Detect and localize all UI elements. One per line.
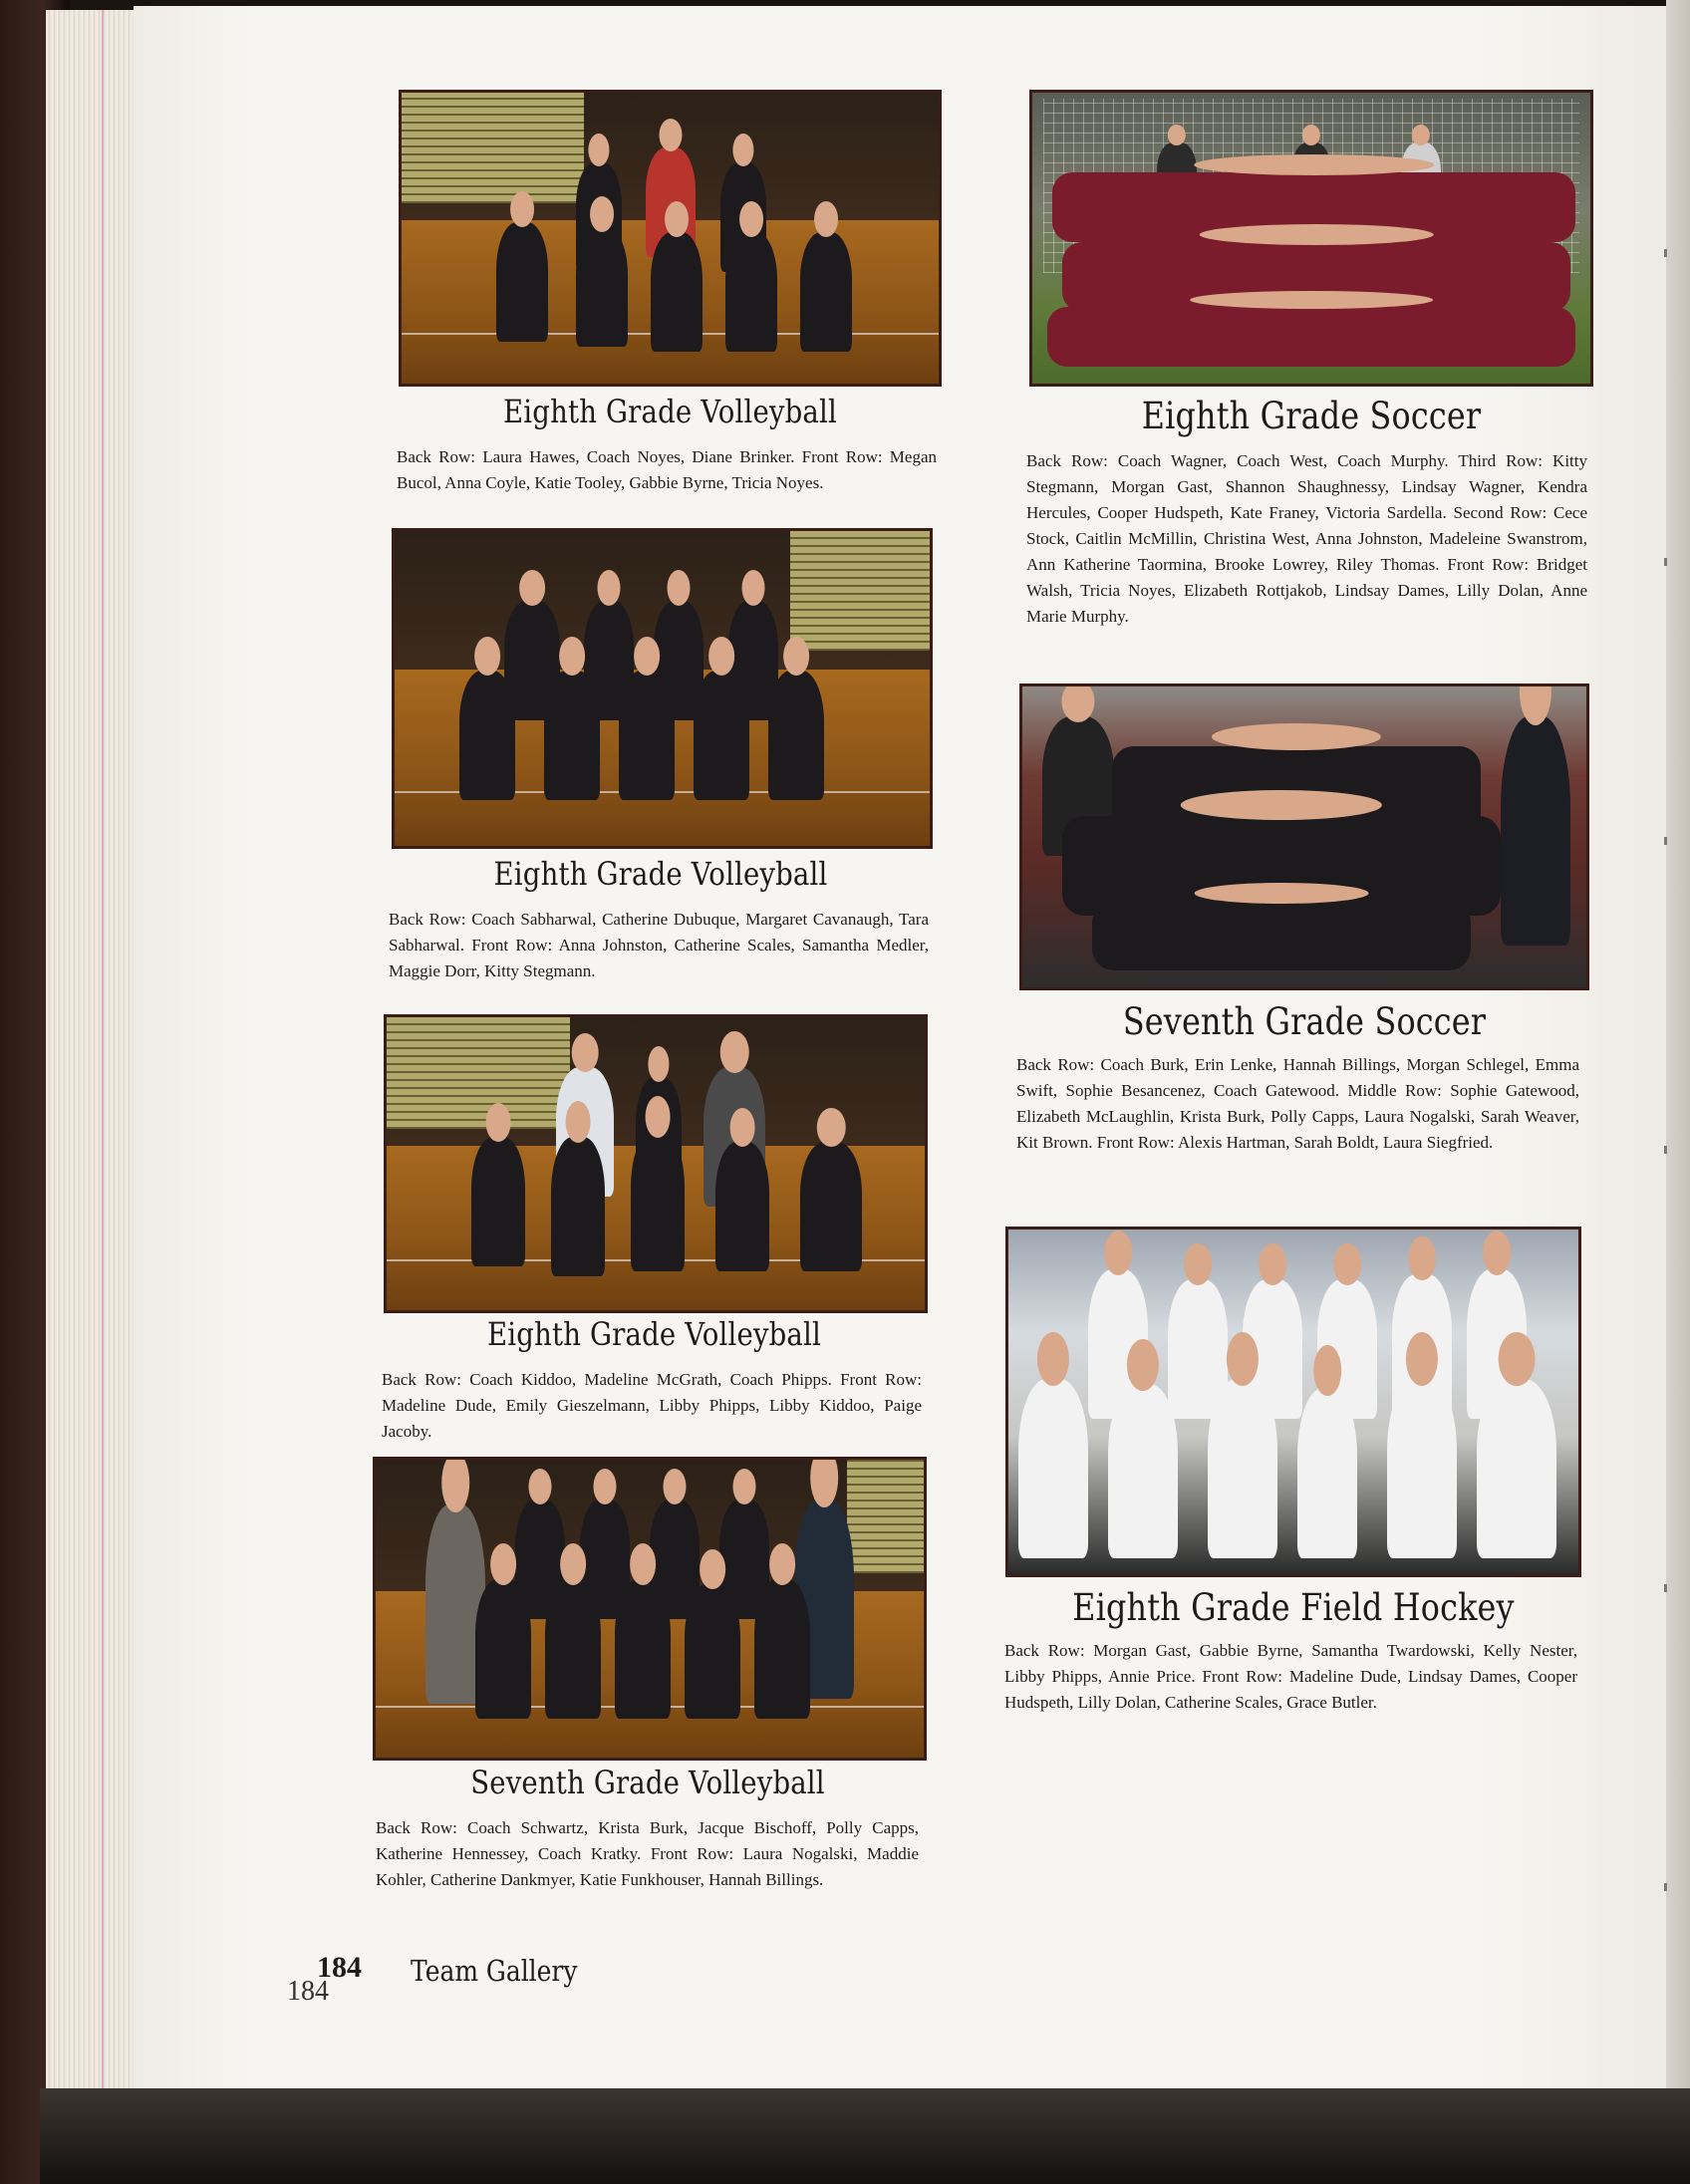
team-title-8th-soccer: Eighth Grade Soccer	[1141, 395, 1482, 437]
section-label: Team Gallery	[411, 1954, 578, 1988]
team-title-8th-volleyball-3: Eighth Grade Volleyball	[487, 1315, 821, 1353]
team-title-7th-soccer: Seventh Grade Soccer	[1122, 1000, 1487, 1043]
team-title-8th-field-hockey: Eighth Grade Field Hockey	[1072, 1586, 1515, 1629]
team-photo-7th-soccer	[1019, 683, 1589, 990]
team-photo-8th-soccer	[1029, 90, 1593, 387]
team-roster-8th-volleyball-1: Back Row: Laura Hawes, Coach Noyes, Diane Brinker. Front Row: Megan Bucol, Anna Coyle, Katie Tooley, Gabbie Byrne, Tricia Noyes.	[397, 447, 937, 492]
team-roster-8th-volleyball-3: Back Row: Coach Kiddoo, Madeline McGrath, Coach Phipps. Front Row: Madeline Dude, Emily Gieszelmann, Libby Phipps, Libby Kiddoo, Paige Jacoby.	[382, 1370, 922, 1441]
page-number: 184	[317, 1951, 362, 1984]
page-stack	[46, 10, 138, 2117]
team-photo-8th-volleyball-2	[392, 528, 933, 849]
team-photo-8th-field-hockey	[1005, 1227, 1581, 1577]
team-roster-8th-soccer: Back Row: Coach Wagner, Coach West, Coach Murphy. Third Row: Kitty Stegmann, Morgan Gast, Shannon Shaughnessy, Lindsay Wagner, Kendra Hercules, Cooper Hudspeth, Kate Franey, Victoria Sardella. Second Row: Cece Stock, Caitlin McMillin, Christina West, Anna Johnston, Madeleine Swanstrom, Ann Katherine Taormina, Brooke Lowrey, Riley Thomas. Front Row: Bridget Walsh, Tricia Noyes, Elizabeth Rottjakob, Lindsay Dames, Lilly Dolan, Anne Marie Murphy.	[1026, 451, 1587, 626]
facing-page-edge	[1666, 0, 1690, 2152]
team-photo-8th-volleyball-3	[384, 1014, 928, 1313]
team-roster-7th-soccer: Back Row: Coach Burk, Erin Lenke, Hannah Billings, Morgan Schlegel, Emma Swift, Sophie Besancenez, Coach Gatewood. Middle Row: Sophie Gatewood, Elizabeth McLaughlin, Krista Burk, Polly Capps, Laura Nogalski, Sarah Weaver, Kit Brown. Front Row: Alexis Hartman, Sarah Boldt, Laura Siegfried.	[1016, 1055, 1579, 1152]
page-number-plain: 184	[287, 1976, 329, 2007]
team-roster-8th-field-hockey: Back Row: Morgan Gast, Gabbie Byrne, Samantha Twardowski, Kelly Nester, Libby Phipps, Annie Price. Front Row: Madeline Dude, Lindsay Dames, Cooper Hudspeth, Lilly Dolan, Catherine Scales, Grace Butler.	[1004, 1641, 1577, 1712]
team-title-8th-volleyball-2: Eighth Grade Volleyball	[493, 855, 828, 893]
team-photo-7th-volleyball	[373, 1457, 927, 1761]
team-photo-8th-volleyball-1	[399, 90, 942, 387]
page-bottom-shadow	[40, 2088, 1690, 2184]
team-roster-8th-volleyball-2: Back Row: Coach Sabharwal, Catherine Dubuque, Margaret Cavanaugh, Tara Sabharwal. Front Row: Anna Johnston, Catherine Scales, Samantha Medler, Maggie Dorr, Kitty Stegmann.	[389, 910, 929, 980]
team-title-7th-volleyball: Seventh Grade Volleyball	[470, 1764, 825, 1801]
team-roster-7th-volleyball: Back Row: Coach Schwartz, Krista Burk, Jacque Bischoff, Polly Capps, Katherine Hennessey, Coach Kratky. Front Row: Laura Nogalski, Maddie Kohler, Catherine Dankmyer, Katie Funkhouser, Hannah Billings.	[376, 1818, 919, 1889]
team-title-8th-volleyball-1: Eighth Grade Volleyball	[503, 393, 837, 430]
